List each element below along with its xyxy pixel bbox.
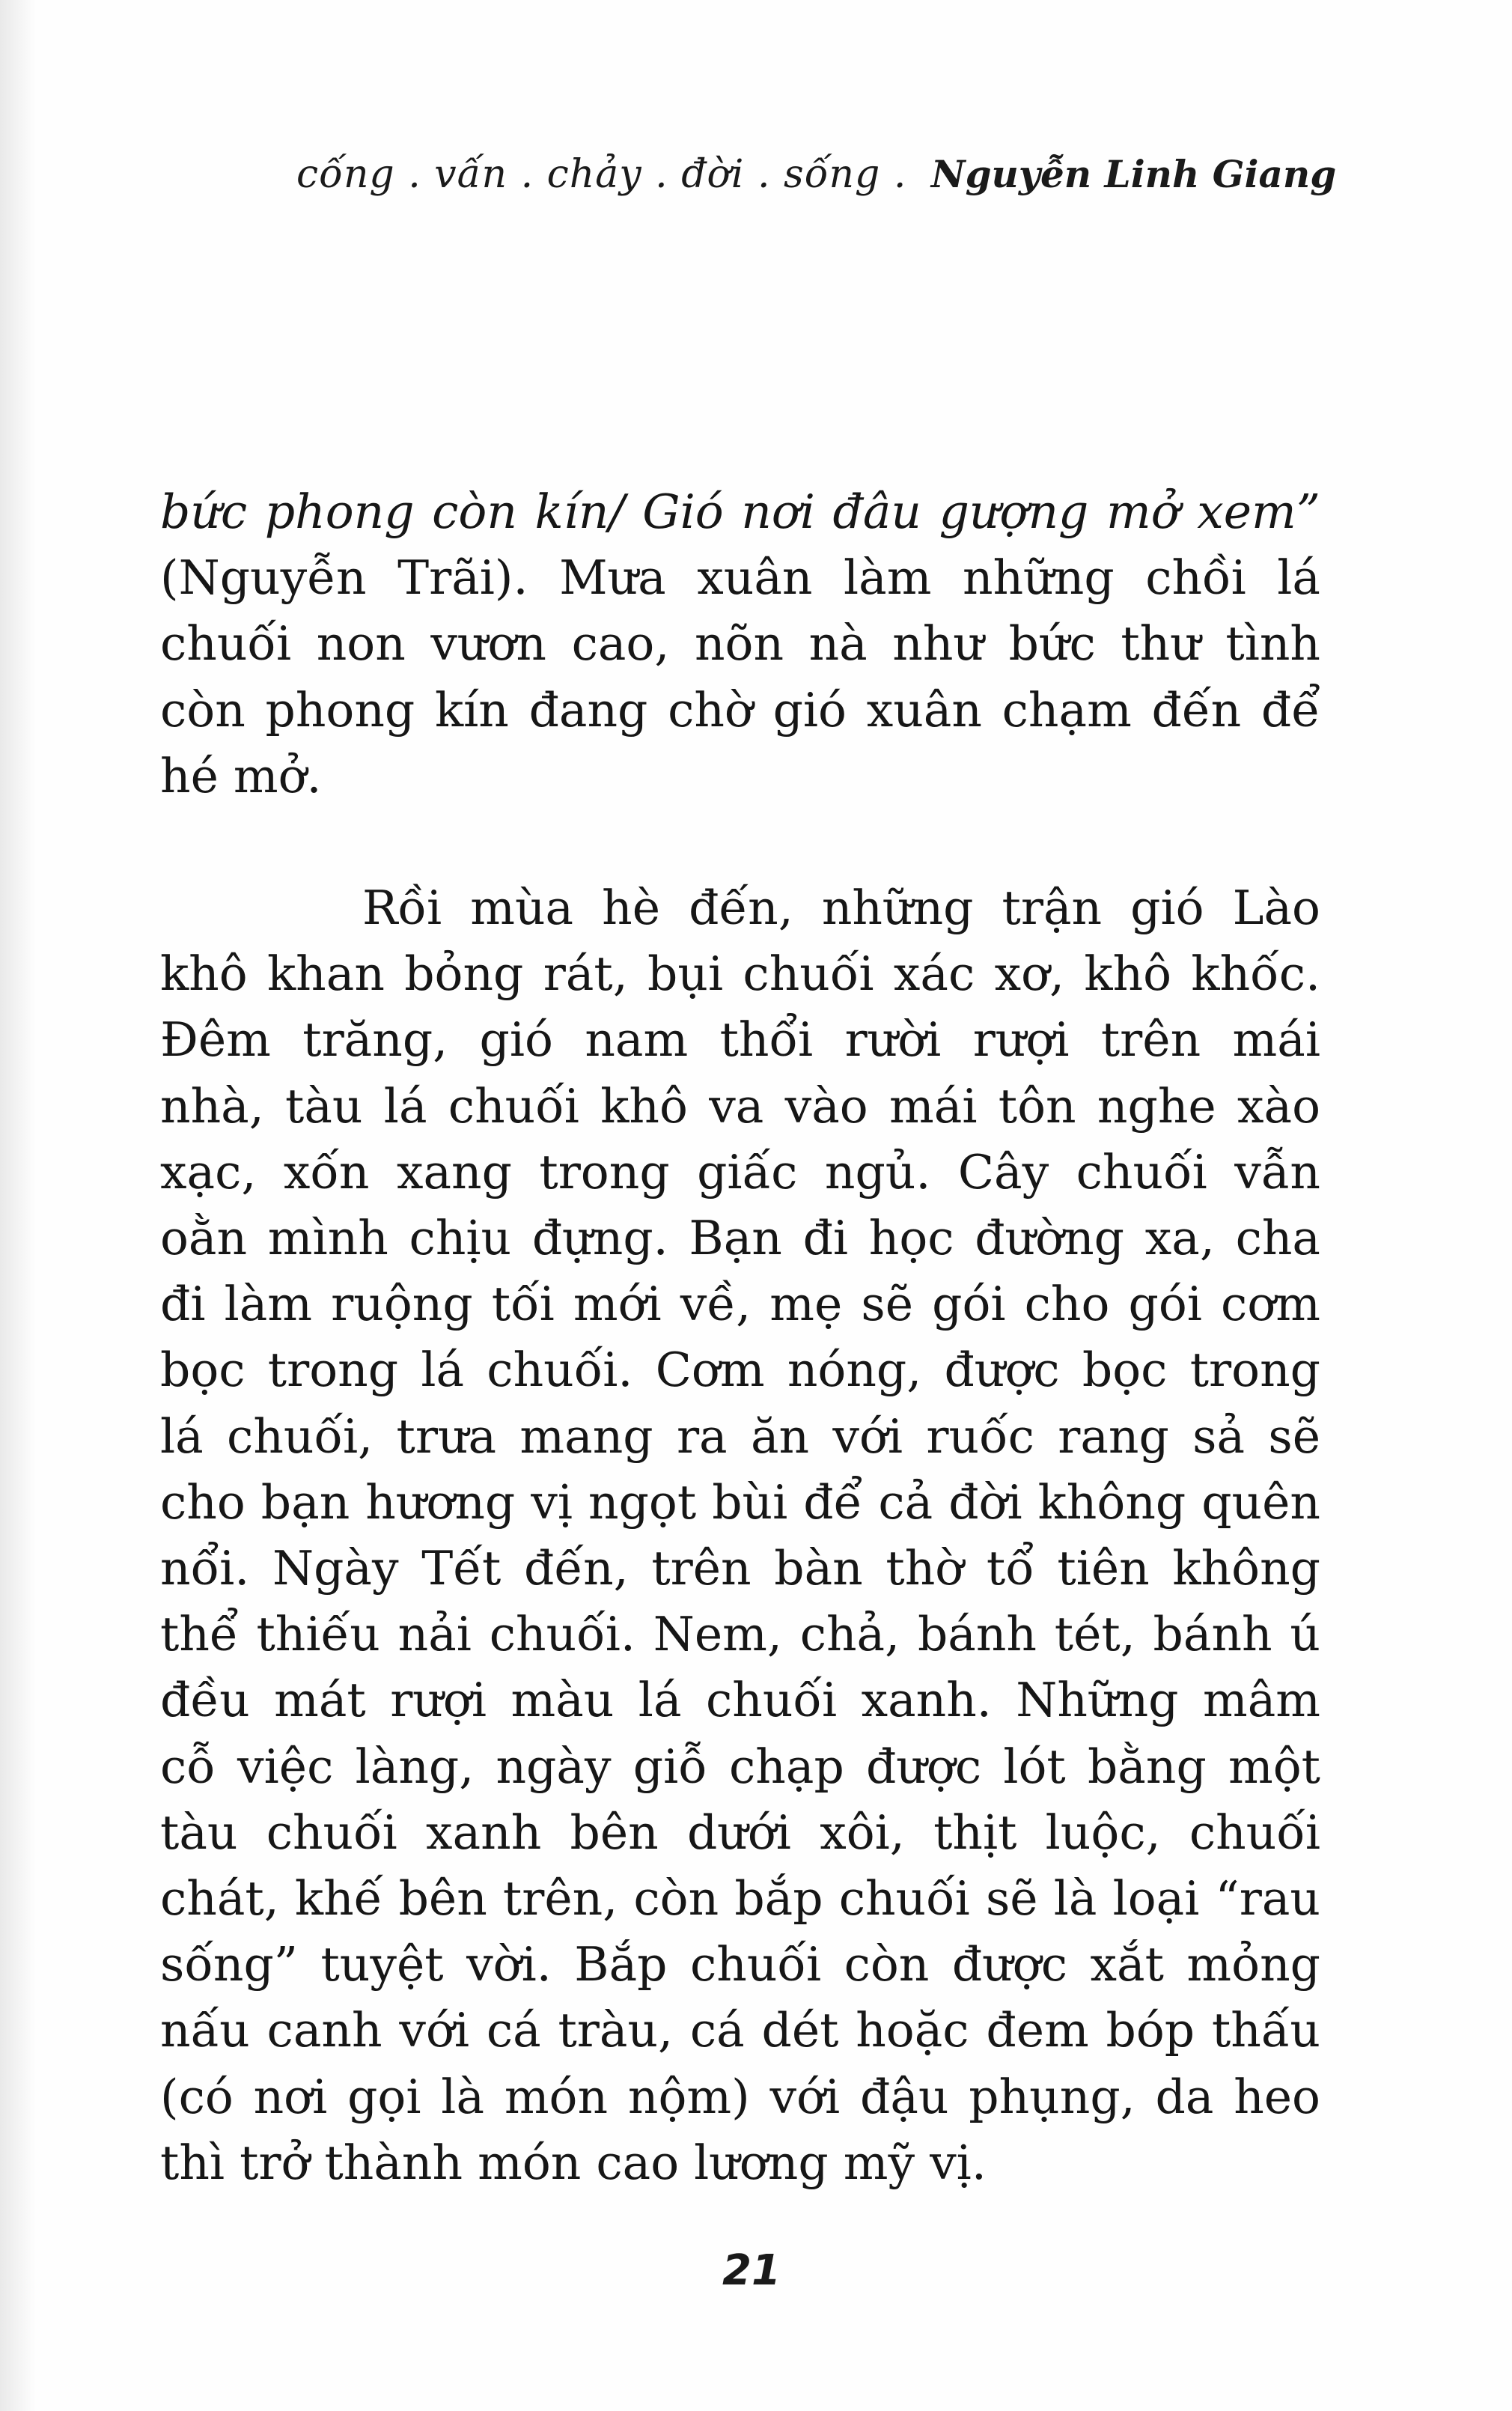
- text-line: đều mát rượi màu lá chuối xanh. Những mâm: [160, 1673, 1320, 1728]
- text-line: nấu canh với cá tràu, cá dét hoặc đem bóp thấu: [160, 2003, 1320, 2058]
- text-line: (Nguyễn Trãi). Mưa xuân làm những chồi lá: [160, 550, 1320, 606]
- series-title: cống . vấn . chảy . đời . sống .: [296, 152, 907, 197]
- text-line: còn phong kín đang chờ gió xuân chạm đến để: [160, 682, 1320, 738]
- text-line: lá chuối, trưa mang ra ăn với ruốc rang sả sẽ: [160, 1408, 1320, 1464]
- text-line: thì trở thành món cao lương mỹ vị.: [160, 2135, 987, 2190]
- text-line: (có nơi gọi là món nộm) với đậu phụng, da heo: [160, 2069, 1320, 2124]
- text-line: đi làm ruộng tối mới về, mẹ sẽ gói cho gói cơm: [160, 1277, 1320, 1332]
- text-line: cỗ việc làng, ngày giỗ chạp được lót bằng một: [160, 1739, 1320, 1794]
- text-line: oằn mình chịu đựng. Bạn đi học đường xa, cha: [160, 1211, 1320, 1266]
- text-line: nhà, tàu lá chuối khô va vào mái tôn nghe xào: [160, 1078, 1320, 1134]
- text-line: khô khan bỏng rát, bụi chuối xác xơ, khô khốc.: [160, 946, 1320, 1002]
- running-header: [296, 141, 1337, 208]
- text-line: nổi. Ngày Tết đến, trên bàn thờ tổ tiên không: [160, 1541, 1320, 1596]
- text-line: bọc trong lá chuối. Cơm nóng, được bọc trong: [160, 1343, 1320, 1398]
- text-line: tàu chuối xanh bên dưới xôi, thịt luộc, chuối: [160, 1805, 1320, 1860]
- text-line: thể thiếu nải chuối. Nem, chả, bánh tét, bánh ú: [160, 1607, 1320, 1662]
- text-line: Rồi mùa hè đến, những trận gió Lào: [362, 881, 1320, 936]
- text-line: bức phong còn kín/ Gió nơi đâu gượng mở xem”: [160, 484, 1320, 539]
- text-line: Đêm trăng, gió nam thổi rười rượi trên mái: [160, 1012, 1320, 1068]
- paragraph-2: [160, 875, 1320, 2196]
- paragraph-1: [160, 479, 1320, 809]
- text-line: xạc, xốn xang trong giấc ngủ. Cây chuối vẫn: [160, 1144, 1320, 1200]
- text-line: cho bạn hương vị ngọt bùi để cả đời không quên: [160, 1474, 1320, 1530]
- text-line: chát, khế bên trên, còn bắp chuối sẽ là loại “rau: [160, 1871, 1320, 1927]
- page-number: 21: [722, 2246, 781, 2295]
- paragraph-spacer: [160, 809, 1320, 875]
- author-name: Nguyễn Linh Giang: [930, 152, 1337, 196]
- text-line: sống” tuyệt vời. Bắp chuối còn được xắt mỏng: [160, 1937, 1320, 1992]
- text-line: hé mở.: [160, 748, 322, 803]
- body-text: [160, 479, 1320, 2196]
- page-gutter-shadow: [0, 0, 36, 2411]
- text-line: chuối non vươn cao, nõn nà như bức thư tình: [160, 616, 1320, 672]
